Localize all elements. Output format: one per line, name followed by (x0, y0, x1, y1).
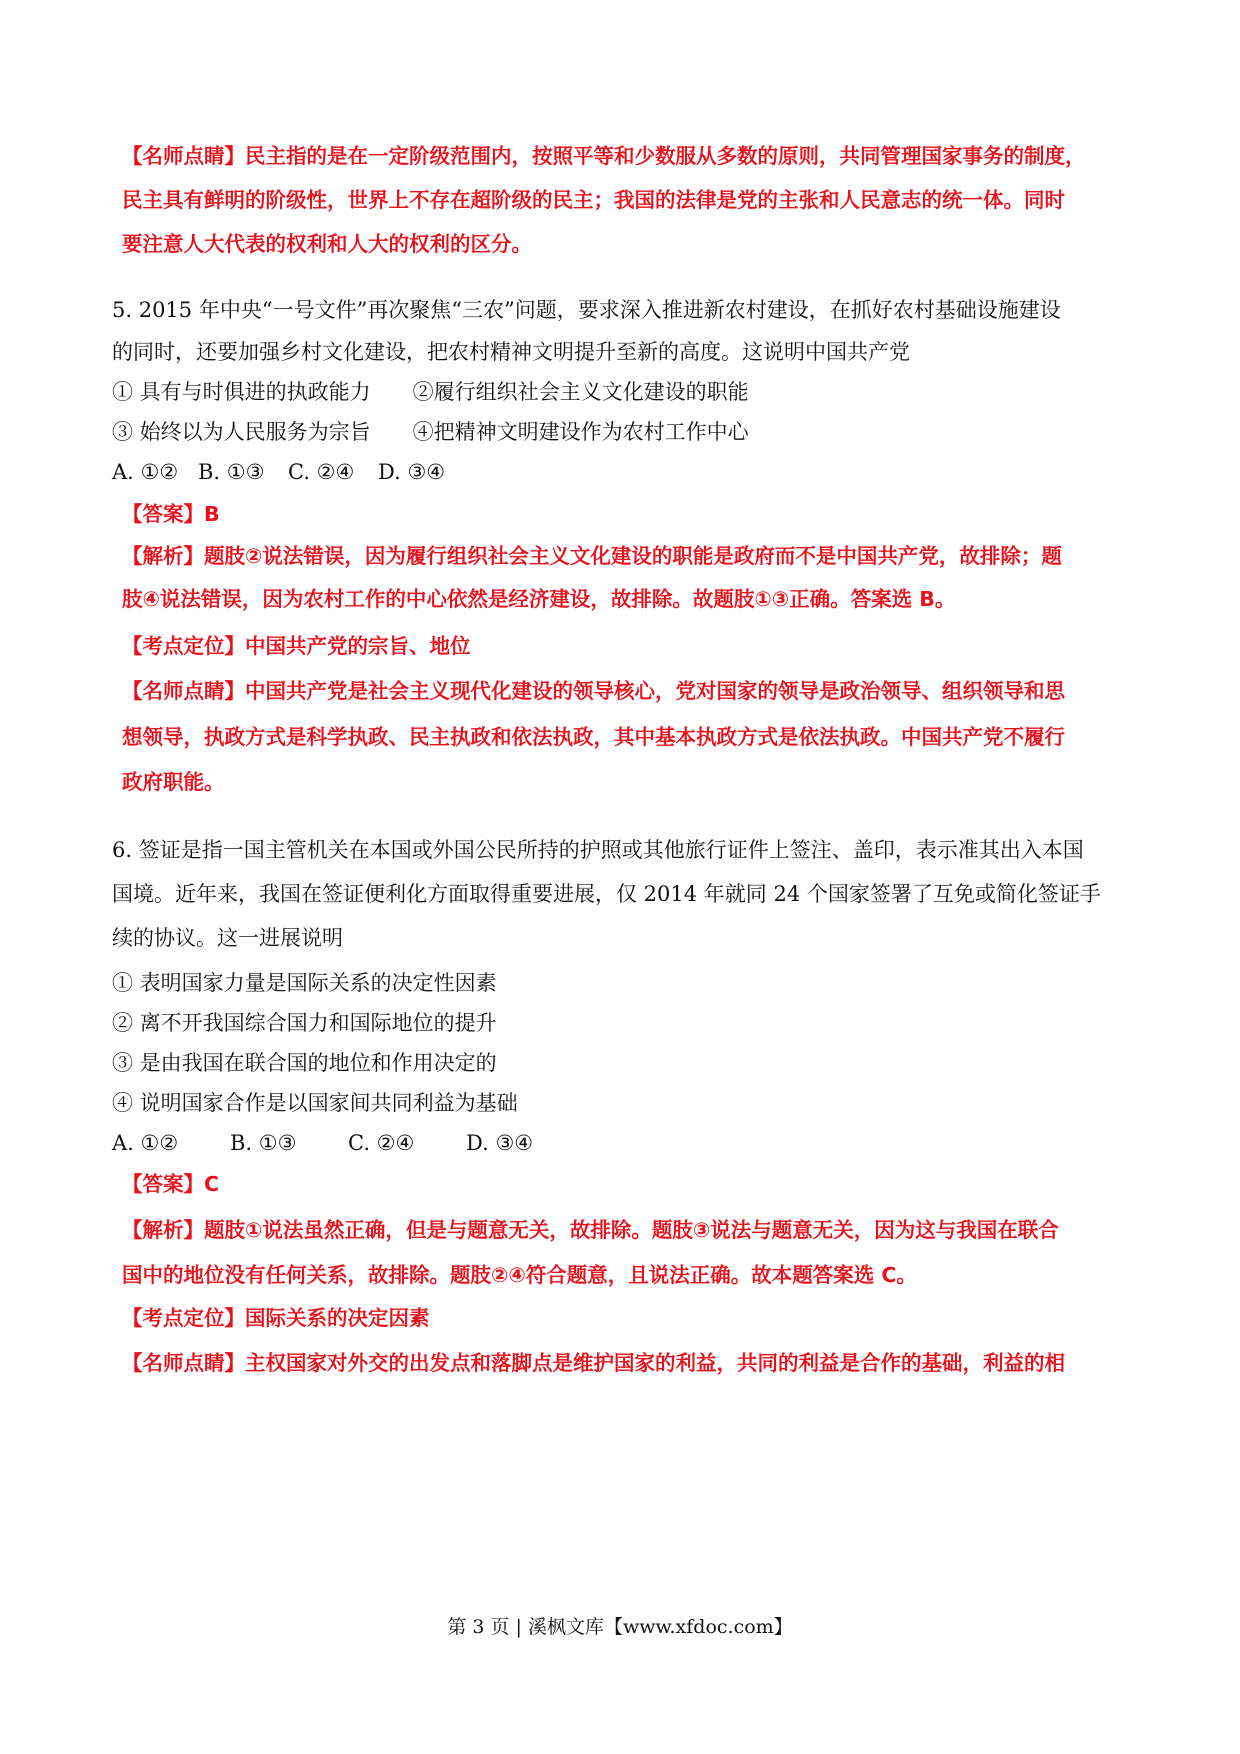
q5-choice-b: B. ①③ (198, 460, 265, 484)
q5-tip-line-3: 政府职能。 (122, 770, 225, 794)
q6-stem-line-3: 续的协议。这一进展说明 (112, 926, 343, 950)
q5-choices (112, 458, 445, 486)
q6-stem-line-2: 国境。近年来，我国在签证便利化方面取得重要进展，仅 2014 年就同 24 个国家签署了互免或简化签证手 (112, 882, 1101, 906)
page-footer: 第 3 页 | 溪枫文库【www.xfdoc.com】 (447, 1616, 793, 1638)
q6-point: 【考点定位】国际关系的决定因素 (122, 1306, 430, 1330)
q6-choice-b: B. ①③ (230, 1131, 297, 1155)
q5-choice-a: A. ①② (112, 460, 179, 484)
q5-tip-line-2: 想领导，执政方式是科学执政、民主执政和依法执政，其中基本执政方式是依法执政。中国共产党不履行 (122, 725, 1065, 749)
q6-tip-line-1: 【名师点睛】主权国家对外交的出发点和落脚点是维护国家的利益，共同的利益是合作的基础，利益的相 (122, 1351, 1065, 1375)
q5-choice-d: D. ③④ (378, 460, 446, 484)
q5-choice-c: C. ②④ (288, 460, 355, 484)
q5-item-line-2: ③ 始终以为人民服务为宗旨 ④把精神文明建设作为农村工作中心 (112, 420, 749, 444)
q5-answer: 【答案】B (122, 502, 220, 526)
q6-choice-d: D. ③④ (466, 1131, 534, 1155)
q5-stem-line-2: 的同时，还要加强乡村文化建设，把农村精神文明提升至新的高度。这说明中国共产党 (112, 340, 910, 364)
q6-analysis-line-1: 【解析】题肢①说法虽然正确，但是与题意无关，故排除。题肢③说法与题意无关，因为这与我国在联合 (122, 1218, 1059, 1242)
q6-stem-line-1: 6. 签证是指一国主管机关在本国或外国公民所持的护照或其他旅行证件上签注、盖印，表示准其出入本国 (112, 838, 1084, 862)
q5-analysis-line-2: 肢④说法错误，因为农村工作的中心依然是经济建设，故排除。故题肢①③正确。答案选 B。 (122, 587, 956, 611)
q6-item-line-3: ③ 是由我国在联合国的地位和作用决定的 (112, 1051, 497, 1075)
q5-item-line-1: ① 具有与时俱进的执政能力 ②履行组织社会主义文化建设的职能 (112, 380, 749, 404)
q6-choices (112, 1129, 533, 1157)
q5-stem-line-1: 5. 2015 年中央“一号文件”再次聚焦“三农”问题，要求深入推进新农村建设，在抓好农村基础设施建设 (112, 298, 1061, 322)
q6-item-line-4: ④ 说明国家合作是以国家间共同利益为基础 (112, 1091, 518, 1115)
q6-analysis-line-2: 国中的地位没有任何关系，故排除。题肢②④符合题意，且说法正确。故本题答案选 C。 (122, 1263, 917, 1287)
q5-tip-line-1: 【名师点睛】中国共产党是社会主义现代化建设的领导核心，党对国家的领导是政治领导、组织领导和思 (122, 679, 1065, 703)
q6-item-line-1: ① 表明国家力量是国际关系的决定性因素 (112, 971, 497, 995)
q6-choice-c: C. ②④ (348, 1131, 415, 1155)
q5-analysis-line-1: 【解析】题肢②说法错误，因为履行组织社会主义文化建设的职能是政府而不是中国共产党，故排除；题 (122, 544, 1062, 568)
prev-tip-line-1: 【名师点睛】民主指的是在一定阶级范围内，按照平等和少数服从多数的原则，共同管理国家事务的制度， (122, 144, 1086, 168)
q6-choice-a: A. ①② (112, 1131, 179, 1155)
q5-point: 【考点定位】中国共产党的宗旨、地位 (122, 634, 471, 658)
prev-tip-line-3: 要注意人大代表的权利和人大的权利的区分。 (122, 232, 532, 256)
q6-item-line-2: ② 离不开我国综合国力和国际地位的提升 (112, 1011, 497, 1035)
prev-tip-line-2: 民主具有鲜明的阶级性，世界上不存在超阶级的民主；我国的法律是党的主张和人民意志的统一体。同时 (122, 188, 1065, 212)
q6-answer: 【答案】C (122, 1172, 220, 1196)
